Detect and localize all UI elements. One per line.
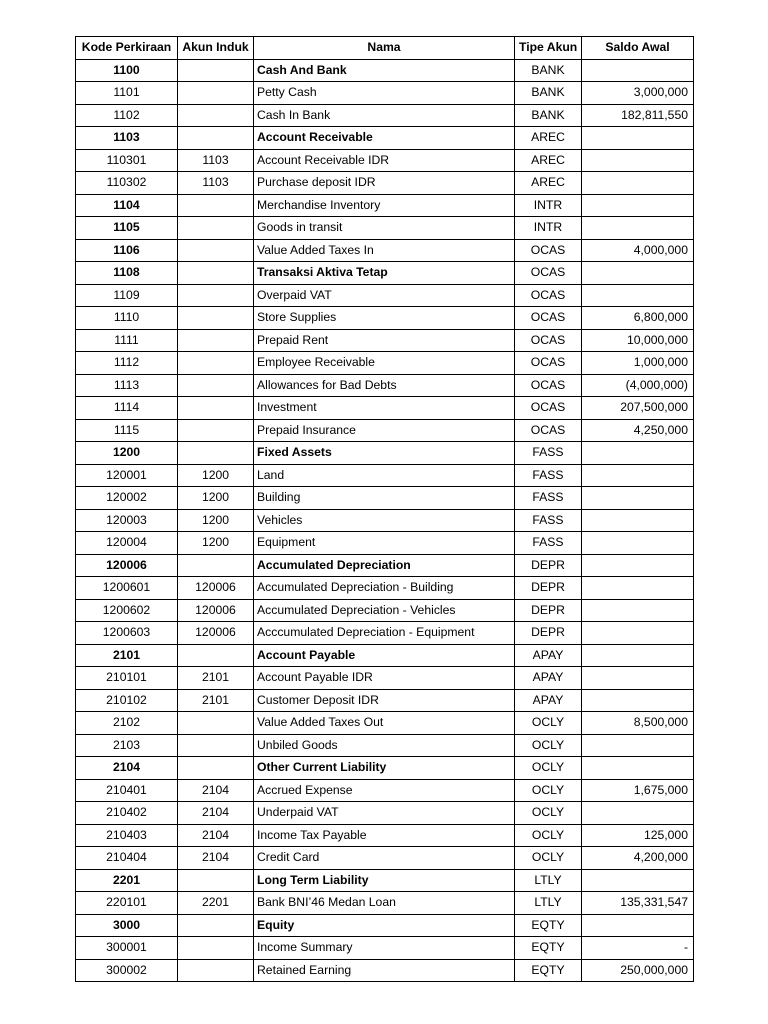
header-nama: Nama xyxy=(254,37,515,60)
cell-nama: Credit Card xyxy=(254,847,515,870)
cell-kode-perkiraan: 1100 xyxy=(76,59,178,82)
cell-tipe-akun: APAY xyxy=(515,689,582,712)
cell-saldo-awal: 4,250,000 xyxy=(582,419,694,442)
cell-nama: Overpaid VAT xyxy=(254,284,515,307)
table-row xyxy=(76,914,694,937)
table-row xyxy=(76,172,694,195)
cell-saldo-awal: - xyxy=(582,937,694,960)
cell-kode-perkiraan: 1113 xyxy=(76,374,178,397)
header-saldo-awal: Saldo Awal xyxy=(582,37,694,60)
cell-akun-induk: 1200 xyxy=(178,487,254,510)
cell-nama: Account Receivable IDR xyxy=(254,149,515,172)
table-row xyxy=(76,937,694,960)
cell-saldo-awal: 135,331,547 xyxy=(582,892,694,915)
cell-akun-induk xyxy=(178,914,254,937)
cell-kode-perkiraan: 2101 xyxy=(76,644,178,667)
header-kode-perkiraan: Kode Perkiraan xyxy=(76,37,178,60)
cell-saldo-awal xyxy=(582,802,694,825)
cell-saldo-awal xyxy=(582,442,694,465)
cell-kode-perkiraan: 1109 xyxy=(76,284,178,307)
cell-saldo-awal xyxy=(582,554,694,577)
table-row xyxy=(76,577,694,600)
cell-nama: Underpaid VAT xyxy=(254,802,515,825)
cell-akun-induk: 1200 xyxy=(178,464,254,487)
cell-akun-induk: 2101 xyxy=(178,689,254,712)
cell-tipe-akun: APAY xyxy=(515,644,582,667)
cell-akun-induk xyxy=(178,239,254,262)
chart-of-accounts-table xyxy=(75,36,694,982)
cell-nama: Vehicles xyxy=(254,509,515,532)
cell-saldo-awal xyxy=(582,127,694,150)
cell-nama: Income Summary xyxy=(254,937,515,960)
table-row xyxy=(76,419,694,442)
cell-kode-perkiraan: 1104 xyxy=(76,194,178,217)
cell-saldo-awal: 6,800,000 xyxy=(582,307,694,330)
cell-nama: Accumulated Depreciation xyxy=(254,554,515,577)
cell-nama: Employee Receivable xyxy=(254,352,515,375)
cell-kode-perkiraan: 1112 xyxy=(76,352,178,375)
cell-akun-induk: 2104 xyxy=(178,824,254,847)
cell-tipe-akun: FASS xyxy=(515,442,582,465)
cell-kode-perkiraan: 1200602 xyxy=(76,599,178,622)
cell-kode-perkiraan: 210101 xyxy=(76,667,178,690)
cell-akun-induk: 2101 xyxy=(178,667,254,690)
table-row xyxy=(76,217,694,240)
cell-saldo-awal xyxy=(582,172,694,195)
cell-kode-perkiraan: 1108 xyxy=(76,262,178,285)
cell-akun-induk xyxy=(178,217,254,240)
cell-tipe-akun: FASS xyxy=(515,487,582,510)
cell-akun-induk xyxy=(178,307,254,330)
table-row xyxy=(76,194,694,217)
header-row xyxy=(76,37,694,60)
cell-kode-perkiraan: 1114 xyxy=(76,397,178,420)
cell-akun-induk xyxy=(178,937,254,960)
cell-tipe-akun: OCAS xyxy=(515,397,582,420)
cell-akun-induk xyxy=(178,352,254,375)
cell-kode-perkiraan: 110301 xyxy=(76,149,178,172)
cell-saldo-awal xyxy=(582,914,694,937)
table-row xyxy=(76,847,694,870)
cell-nama: Unbiled Goods xyxy=(254,734,515,757)
cell-tipe-akun: OCAS xyxy=(515,239,582,262)
cell-akun-induk: 2104 xyxy=(178,779,254,802)
cell-kode-perkiraan: 2201 xyxy=(76,869,178,892)
cell-tipe-akun: INTR xyxy=(515,194,582,217)
cell-nama: Acccumulated Depreciation - Equipment xyxy=(254,622,515,645)
table-row xyxy=(76,307,694,330)
cell-nama: Equipment xyxy=(254,532,515,555)
table-row xyxy=(76,892,694,915)
cell-kode-perkiraan: 220101 xyxy=(76,892,178,915)
cell-kode-perkiraan: 120002 xyxy=(76,487,178,510)
cell-nama: Cash And Bank xyxy=(254,59,515,82)
cell-saldo-awal xyxy=(582,599,694,622)
cell-kode-perkiraan: 1115 xyxy=(76,419,178,442)
cell-nama: Land xyxy=(254,464,515,487)
cell-saldo-awal: 8,500,000 xyxy=(582,712,694,735)
cell-akun-induk xyxy=(178,397,254,420)
cell-tipe-akun: DEPR xyxy=(515,622,582,645)
cell-kode-perkiraan: 120001 xyxy=(76,464,178,487)
cell-akun-induk: 1200 xyxy=(178,532,254,555)
cell-nama: Prepaid Rent xyxy=(254,329,515,352)
cell-tipe-akun: OCAS xyxy=(515,262,582,285)
cell-tipe-akun: AREC xyxy=(515,127,582,150)
cell-nama: Equity xyxy=(254,914,515,937)
cell-tipe-akun: OCLY xyxy=(515,847,582,870)
cell-akun-induk: 2201 xyxy=(178,892,254,915)
cell-kode-perkiraan: 1102 xyxy=(76,104,178,127)
cell-kode-perkiraan: 1105 xyxy=(76,217,178,240)
cell-nama: Account Receivable xyxy=(254,127,515,150)
cell-tipe-akun: OCAS xyxy=(515,329,582,352)
cell-akun-induk xyxy=(178,419,254,442)
cell-kode-perkiraan: 2102 xyxy=(76,712,178,735)
cell-tipe-akun: OCLY xyxy=(515,734,582,757)
cell-tipe-akun: APAY xyxy=(515,667,582,690)
cell-tipe-akun: DEPR xyxy=(515,577,582,600)
cell-saldo-awal xyxy=(582,734,694,757)
cell-saldo-awal: 1,000,000 xyxy=(582,352,694,375)
cell-saldo-awal xyxy=(582,689,694,712)
table-row xyxy=(76,82,694,105)
cell-akun-induk: 1103 xyxy=(178,172,254,195)
cell-tipe-akun: FASS xyxy=(515,509,582,532)
cell-saldo-awal: 207,500,000 xyxy=(582,397,694,420)
table-row xyxy=(76,509,694,532)
cell-tipe-akun: OCAS xyxy=(515,419,582,442)
cell-nama: Long Term Liability xyxy=(254,869,515,892)
table-row xyxy=(76,779,694,802)
cell-kode-perkiraan: 120003 xyxy=(76,509,178,532)
cell-kode-perkiraan: 1200 xyxy=(76,442,178,465)
table-row xyxy=(76,622,694,645)
cell-akun-induk xyxy=(178,284,254,307)
cell-tipe-akun: EQTY xyxy=(515,937,582,960)
cell-akun-induk xyxy=(178,374,254,397)
cell-saldo-awal xyxy=(582,644,694,667)
cell-tipe-akun: FASS xyxy=(515,532,582,555)
cell-nama: Store Supplies xyxy=(254,307,515,330)
cell-tipe-akun: OCLY xyxy=(515,712,582,735)
cell-tipe-akun: OCLY xyxy=(515,824,582,847)
table-row xyxy=(76,149,694,172)
cell-kode-perkiraan: 210402 xyxy=(76,802,178,825)
cell-nama: Building xyxy=(254,487,515,510)
cell-akun-induk xyxy=(178,104,254,127)
cell-tipe-akun: OCAS xyxy=(515,374,582,397)
cell-saldo-awal xyxy=(582,149,694,172)
cell-tipe-akun: BANK xyxy=(515,104,582,127)
table-row xyxy=(76,329,694,352)
table-row xyxy=(76,554,694,577)
cell-saldo-awal: 4,200,000 xyxy=(582,847,694,870)
cell-akun-induk: 120006 xyxy=(178,599,254,622)
cell-nama: Accumulated Depreciation - Vehicles xyxy=(254,599,515,622)
table-row xyxy=(76,802,694,825)
cell-saldo-awal xyxy=(582,869,694,892)
cell-nama: Bank BNI’46 Medan Loan xyxy=(254,892,515,915)
cell-nama: Accrued Expense xyxy=(254,779,515,802)
cell-saldo-awal xyxy=(582,464,694,487)
cell-saldo-awal xyxy=(582,217,694,240)
cell-akun-induk: 2104 xyxy=(178,847,254,870)
cell-nama: Income Tax Payable xyxy=(254,824,515,847)
cell-saldo-awal: 3,000,000 xyxy=(582,82,694,105)
cell-akun-induk xyxy=(178,757,254,780)
cell-kode-perkiraan: 1103 xyxy=(76,127,178,150)
cell-saldo-awal: 4,000,000 xyxy=(582,239,694,262)
cell-tipe-akun: DEPR xyxy=(515,599,582,622)
cell-saldo-awal xyxy=(582,59,694,82)
cell-kode-perkiraan: 1200603 xyxy=(76,622,178,645)
cell-nama: Transaksi Aktiva Tetap xyxy=(254,262,515,285)
header-tipe-akun: Tipe Akun xyxy=(515,37,582,60)
cell-akun-induk: 1200 xyxy=(178,509,254,532)
cell-nama: Value Added Taxes In xyxy=(254,239,515,262)
cell-nama: Merchandise Inventory xyxy=(254,194,515,217)
cell-kode-perkiraan: 300002 xyxy=(76,959,178,982)
cell-tipe-akun: LTLY xyxy=(515,869,582,892)
cell-tipe-akun: INTR xyxy=(515,217,582,240)
cell-tipe-akun: OCLY xyxy=(515,757,582,780)
cell-nama: Cash In Bank xyxy=(254,104,515,127)
cell-saldo-awal: 250,000,000 xyxy=(582,959,694,982)
table-row xyxy=(76,757,694,780)
cell-tipe-akun: EQTY xyxy=(515,959,582,982)
table-row xyxy=(76,599,694,622)
cell-kode-perkiraan: 110302 xyxy=(76,172,178,195)
cell-kode-perkiraan: 1200601 xyxy=(76,577,178,600)
table-row xyxy=(76,127,694,150)
table-header xyxy=(76,37,694,60)
cell-saldo-awal xyxy=(582,622,694,645)
cell-nama: Goods in transit xyxy=(254,217,515,240)
cell-saldo-awal: 125,000 xyxy=(582,824,694,847)
cell-nama: Fixed Assets xyxy=(254,442,515,465)
cell-kode-perkiraan: 1106 xyxy=(76,239,178,262)
table-row xyxy=(76,869,694,892)
table-row xyxy=(76,734,694,757)
cell-kode-perkiraan: 3000 xyxy=(76,914,178,937)
cell-nama: Allowances for Bad Debts xyxy=(254,374,515,397)
cell-saldo-awal xyxy=(582,262,694,285)
cell-saldo-awal xyxy=(582,194,694,217)
cell-tipe-akun: OCAS xyxy=(515,284,582,307)
table-row xyxy=(76,352,694,375)
cell-saldo-awal xyxy=(582,757,694,780)
header-akun-induk: Akun Induk xyxy=(178,37,254,60)
cell-akun-induk: 2104 xyxy=(178,802,254,825)
cell-kode-perkiraan: 1101 xyxy=(76,82,178,105)
cell-kode-perkiraan: 210403 xyxy=(76,824,178,847)
cell-nama: Value Added Taxes Out xyxy=(254,712,515,735)
table-row xyxy=(76,959,694,982)
table-row xyxy=(76,442,694,465)
table-row xyxy=(76,644,694,667)
cell-kode-perkiraan: 210102 xyxy=(76,689,178,712)
cell-saldo-awal xyxy=(582,509,694,532)
cell-akun-induk xyxy=(178,127,254,150)
cell-akun-induk xyxy=(178,959,254,982)
cell-kode-perkiraan: 2103 xyxy=(76,734,178,757)
table-row xyxy=(76,397,694,420)
cell-tipe-akun: OCLY xyxy=(515,779,582,802)
table-row xyxy=(76,284,694,307)
cell-tipe-akun: LTLY xyxy=(515,892,582,915)
cell-tipe-akun: BANK xyxy=(515,82,582,105)
cell-tipe-akun: DEPR xyxy=(515,554,582,577)
cell-saldo-awal: 10,000,000 xyxy=(582,329,694,352)
cell-nama: Purchase deposit IDR xyxy=(254,172,515,195)
cell-saldo-awal xyxy=(582,487,694,510)
cell-akun-induk xyxy=(178,442,254,465)
table-row xyxy=(76,689,694,712)
cell-saldo-awal xyxy=(582,577,694,600)
table-row xyxy=(76,262,694,285)
cell-kode-perkiraan: 300001 xyxy=(76,937,178,960)
cell-nama: Customer Deposit IDR xyxy=(254,689,515,712)
cell-akun-induk xyxy=(178,59,254,82)
cell-kode-perkiraan: 120004 xyxy=(76,532,178,555)
cell-saldo-awal xyxy=(582,667,694,690)
table-body xyxy=(76,59,694,982)
cell-saldo-awal: 182,811,550 xyxy=(582,104,694,127)
cell-kode-perkiraan: 2104 xyxy=(76,757,178,780)
cell-kode-perkiraan: 210401 xyxy=(76,779,178,802)
cell-tipe-akun: EQTY xyxy=(515,914,582,937)
table-row xyxy=(76,104,694,127)
cell-tipe-akun: OCLY xyxy=(515,802,582,825)
cell-nama: Other Current Liability xyxy=(254,757,515,780)
table-row xyxy=(76,667,694,690)
cell-saldo-awal xyxy=(582,532,694,555)
cell-akun-induk xyxy=(178,869,254,892)
table-row xyxy=(76,824,694,847)
cell-akun-induk xyxy=(178,194,254,217)
cell-tipe-akun: AREC xyxy=(515,172,582,195)
cell-saldo-awal: (4,000,000) xyxy=(582,374,694,397)
cell-saldo-awal: 1,675,000 xyxy=(582,779,694,802)
cell-kode-perkiraan: 1111 xyxy=(76,329,178,352)
cell-nama: Petty Cash xyxy=(254,82,515,105)
cell-tipe-akun: OCAS xyxy=(515,307,582,330)
cell-akun-induk: 1103 xyxy=(178,149,254,172)
cell-akun-induk xyxy=(178,262,254,285)
table-row xyxy=(76,59,694,82)
cell-tipe-akun: AREC xyxy=(515,149,582,172)
cell-kode-perkiraan: 210404 xyxy=(76,847,178,870)
cell-nama: Accumulated Depreciation - Building xyxy=(254,577,515,600)
cell-kode-perkiraan: 120006 xyxy=(76,554,178,577)
cell-akun-induk xyxy=(178,644,254,667)
cell-akun-induk xyxy=(178,82,254,105)
table-row xyxy=(76,712,694,735)
cell-akun-induk xyxy=(178,329,254,352)
cell-tipe-akun: OCAS xyxy=(515,352,582,375)
cell-akun-induk: 120006 xyxy=(178,577,254,600)
cell-kode-perkiraan: 1110 xyxy=(76,307,178,330)
cell-akun-induk xyxy=(178,554,254,577)
table-row xyxy=(76,239,694,262)
table-row xyxy=(76,487,694,510)
cell-saldo-awal xyxy=(582,284,694,307)
cell-nama: Account Payable xyxy=(254,644,515,667)
cell-akun-induk: 120006 xyxy=(178,622,254,645)
table-row xyxy=(76,374,694,397)
cell-nama: Account Payable IDR xyxy=(254,667,515,690)
table-row xyxy=(76,464,694,487)
cell-tipe-akun: FASS xyxy=(515,464,582,487)
table-row xyxy=(76,532,694,555)
cell-tipe-akun: BANK xyxy=(515,59,582,82)
cell-nama: Prepaid Insurance xyxy=(254,419,515,442)
cell-akun-induk xyxy=(178,712,254,735)
cell-akun-induk xyxy=(178,734,254,757)
cell-nama: Retained Earning xyxy=(254,959,515,982)
cell-nama: Investment xyxy=(254,397,515,420)
